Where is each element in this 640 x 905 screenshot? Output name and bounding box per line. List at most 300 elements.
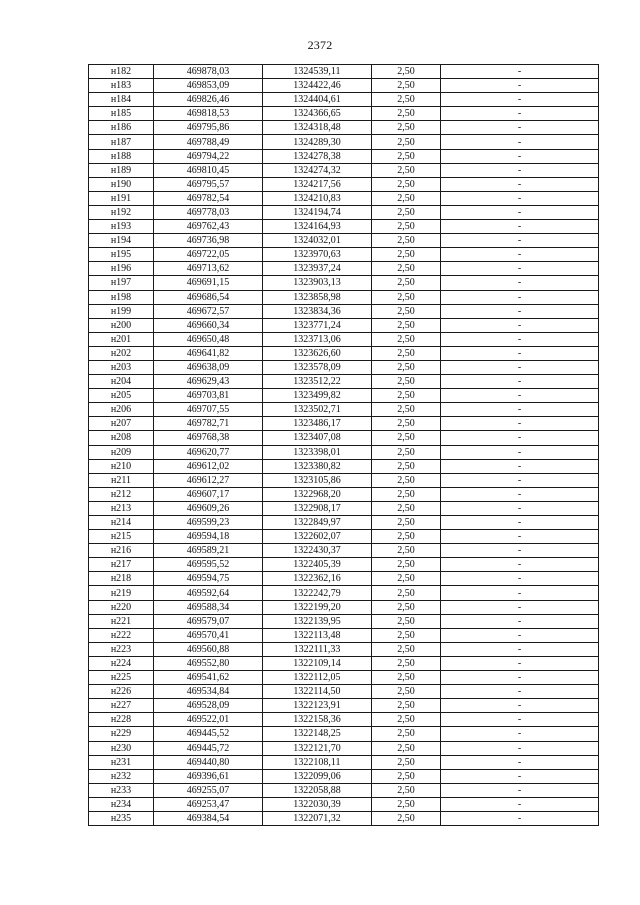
y-coordinate-cell: 1322908,17 <box>263 501 372 515</box>
point-id-cell: н208 <box>89 431 154 445</box>
table-row <box>89 656 599 670</box>
y-coordinate-cell: 1322199,20 <box>263 600 372 614</box>
table-row <box>89 713 599 727</box>
table-row <box>89 586 599 600</box>
accuracy-cell: 2,50 <box>372 530 441 544</box>
description-cell: - <box>441 642 599 656</box>
x-coordinate-cell: 469612,27 <box>154 473 263 487</box>
accuracy-cell: 2,50 <box>372 79 441 93</box>
x-coordinate-cell: 469691,15 <box>154 276 263 290</box>
table-row <box>89 304 599 318</box>
y-coordinate-cell: 1322109,14 <box>263 656 372 670</box>
y-coordinate-cell: 1324366,65 <box>263 107 372 121</box>
description-cell: - <box>441 121 599 135</box>
point-id-cell: н221 <box>89 614 154 628</box>
point-id-cell: н231 <box>89 755 154 769</box>
table-row <box>89 121 599 135</box>
x-coordinate-cell: 469722,05 <box>154 248 263 262</box>
description-cell: - <box>441 234 599 248</box>
table-row <box>89 769 599 783</box>
x-coordinate-cell: 469794,22 <box>154 149 263 163</box>
x-coordinate-cell: 469736,98 <box>154 234 263 248</box>
accuracy-cell: 2,50 <box>372 642 441 656</box>
table-row <box>89 544 599 558</box>
table-row <box>89 727 599 741</box>
accuracy-cell: 2,50 <box>372 332 441 346</box>
table-row <box>89 628 599 642</box>
y-coordinate-cell: 1324422,46 <box>263 79 372 93</box>
x-coordinate-cell: 469560,88 <box>154 642 263 656</box>
x-coordinate-cell: 469440,80 <box>154 755 263 769</box>
accuracy-cell: 2,50 <box>372 346 441 360</box>
x-coordinate-cell: 469445,72 <box>154 741 263 755</box>
y-coordinate-cell: 1323970,63 <box>263 248 372 262</box>
accuracy-cell: 2,50 <box>372 544 441 558</box>
y-coordinate-cell: 1323903,13 <box>263 276 372 290</box>
description-cell: - <box>441 290 599 304</box>
y-coordinate-cell: 1322099,06 <box>263 769 372 783</box>
point-id-cell: н209 <box>89 445 154 459</box>
x-coordinate-cell: 469594,75 <box>154 572 263 586</box>
y-coordinate-cell: 1324210,83 <box>263 191 372 205</box>
accuracy-cell: 2,50 <box>372 107 441 121</box>
accuracy-cell: 2,50 <box>372 163 441 177</box>
accuracy-cell: 2,50 <box>372 501 441 515</box>
accuracy-cell: 2,50 <box>372 403 441 417</box>
table-row <box>89 220 599 234</box>
y-coordinate-cell: 1323407,08 <box>263 431 372 445</box>
y-coordinate-cell: 1324032,01 <box>263 234 372 248</box>
description-cell: - <box>441 699 599 713</box>
table-row <box>89 797 599 811</box>
x-coordinate-cell: 469253,47 <box>154 797 263 811</box>
accuracy-cell: 2,50 <box>372 614 441 628</box>
accuracy-cell: 2,50 <box>372 135 441 149</box>
y-coordinate-cell: 1322121,70 <box>263 741 372 755</box>
description-cell: - <box>441 248 599 262</box>
description-cell: - <box>441 163 599 177</box>
accuracy-cell: 2,50 <box>372 191 441 205</box>
point-id-cell: н184 <box>89 93 154 107</box>
table-row <box>89 149 599 163</box>
x-coordinate-cell: 469778,03 <box>154 205 263 219</box>
table-row <box>89 360 599 374</box>
point-id-cell: н228 <box>89 713 154 727</box>
x-coordinate-cell: 469396,61 <box>154 769 263 783</box>
x-coordinate-cell: 469660,34 <box>154 318 263 332</box>
table-row <box>89 642 599 656</box>
y-coordinate-cell: 1322602,07 <box>263 530 372 544</box>
y-coordinate-cell: 1323578,09 <box>263 360 372 374</box>
table-row <box>89 403 599 417</box>
x-coordinate-cell: 469445,52 <box>154 727 263 741</box>
accuracy-cell: 2,50 <box>372 304 441 318</box>
accuracy-cell: 2,50 <box>372 121 441 135</box>
description-cell: - <box>441 600 599 614</box>
table-row <box>89 530 599 544</box>
accuracy-cell: 2,50 <box>372 262 441 276</box>
y-coordinate-cell: 1322113,48 <box>263 628 372 642</box>
point-id-cell: н224 <box>89 656 154 670</box>
description-cell: - <box>441 487 599 501</box>
table-row <box>89 473 599 487</box>
point-id-cell: н230 <box>89 741 154 755</box>
y-coordinate-cell: 1323771,24 <box>263 318 372 332</box>
point-id-cell: н199 <box>89 304 154 318</box>
table-row <box>89 417 599 431</box>
y-coordinate-cell: 1323834,36 <box>263 304 372 318</box>
page-number: 2372 <box>307 38 333 52</box>
description-cell: - <box>441 177 599 191</box>
accuracy-cell: 2,50 <box>372 234 441 248</box>
description-cell: - <box>441 671 599 685</box>
description-cell: - <box>441 135 599 149</box>
point-id-cell: н227 <box>89 699 154 713</box>
accuracy-cell: 2,50 <box>372 699 441 713</box>
y-coordinate-cell: 1324404,61 <box>263 93 372 107</box>
x-coordinate-cell: 469818,53 <box>154 107 263 121</box>
table-row <box>89 600 599 614</box>
description-cell: - <box>441 360 599 374</box>
point-id-cell: н195 <box>89 248 154 262</box>
description-cell: - <box>441 332 599 346</box>
table-row <box>89 487 599 501</box>
y-coordinate-cell: 1322405,39 <box>263 558 372 572</box>
accuracy-cell: 2,50 <box>372 360 441 374</box>
description-cell: - <box>441 65 599 79</box>
y-coordinate-cell: 1323858,98 <box>263 290 372 304</box>
accuracy-cell: 2,50 <box>372 318 441 332</box>
table-row <box>89 332 599 346</box>
description-cell: - <box>441 614 599 628</box>
description-cell: - <box>441 445 599 459</box>
y-coordinate-cell: 1322111,33 <box>263 642 372 656</box>
description-cell: - <box>441 811 599 825</box>
accuracy-cell: 2,50 <box>372 755 441 769</box>
accuracy-cell: 2,50 <box>372 671 441 685</box>
table-row <box>89 389 599 403</box>
table-row <box>89 783 599 797</box>
table-row <box>89 671 599 685</box>
accuracy-cell: 2,50 <box>372 769 441 783</box>
point-id-cell: н202 <box>89 346 154 360</box>
x-coordinate-cell: 469255,07 <box>154 783 263 797</box>
x-coordinate-cell: 469672,57 <box>154 304 263 318</box>
point-id-cell: н226 <box>89 685 154 699</box>
x-coordinate-cell: 469788,49 <box>154 135 263 149</box>
table-row <box>89 318 599 332</box>
point-id-cell: н235 <box>89 811 154 825</box>
x-coordinate-cell: 469641,82 <box>154 346 263 360</box>
description-cell: - <box>441 741 599 755</box>
point-id-cell: н223 <box>89 642 154 656</box>
y-coordinate-cell: 1324194,74 <box>263 205 372 219</box>
accuracy-cell: 2,50 <box>372 290 441 304</box>
table-row <box>89 276 599 290</box>
table-row <box>89 93 599 107</box>
table-row <box>89 135 599 149</box>
description-cell: - <box>441 516 599 530</box>
point-id-cell: н182 <box>89 65 154 79</box>
x-coordinate-cell: 469599,23 <box>154 516 263 530</box>
description-cell: - <box>441 501 599 515</box>
table-row <box>89 699 599 713</box>
accuracy-cell: 2,50 <box>372 656 441 670</box>
x-coordinate-cell: 469703,81 <box>154 389 263 403</box>
y-coordinate-cell: 1323937,24 <box>263 262 372 276</box>
accuracy-cell: 2,50 <box>372 713 441 727</box>
point-id-cell: н210 <box>89 459 154 473</box>
point-id-cell: н193 <box>89 220 154 234</box>
x-coordinate-cell: 469782,71 <box>154 417 263 431</box>
coordinates-table-body <box>89 65 599 826</box>
y-coordinate-cell: 1322123,91 <box>263 699 372 713</box>
description-cell: - <box>441 656 599 670</box>
y-coordinate-cell: 1322108,11 <box>263 755 372 769</box>
y-coordinate-cell: 1322430,37 <box>263 544 372 558</box>
description-cell: - <box>441 685 599 699</box>
x-coordinate-cell: 469853,09 <box>154 79 263 93</box>
table-row <box>89 65 599 79</box>
table-row <box>89 248 599 262</box>
accuracy-cell: 2,50 <box>372 558 441 572</box>
x-coordinate-cell: 469713,62 <box>154 262 263 276</box>
point-id-cell: н189 <box>89 163 154 177</box>
table-row <box>89 191 599 205</box>
x-coordinate-cell: 469595,52 <box>154 558 263 572</box>
accuracy-cell: 2,50 <box>372 248 441 262</box>
point-id-cell: н207 <box>89 417 154 431</box>
table-row <box>89 375 599 389</box>
description-cell: - <box>441 473 599 487</box>
y-coordinate-cell: 1322158,36 <box>263 713 372 727</box>
x-coordinate-cell: 469384,54 <box>154 811 263 825</box>
y-coordinate-cell: 1324289,30 <box>263 135 372 149</box>
y-coordinate-cell: 1322030,39 <box>263 797 372 811</box>
description-cell: - <box>441 544 599 558</box>
point-id-cell: н219 <box>89 586 154 600</box>
description-cell: - <box>441 276 599 290</box>
table-row <box>89 431 599 445</box>
table-row <box>89 459 599 473</box>
x-coordinate-cell: 469686,54 <box>154 290 263 304</box>
description-cell: - <box>441 628 599 642</box>
point-id-cell: н185 <box>89 107 154 121</box>
x-coordinate-cell: 469826,46 <box>154 93 263 107</box>
point-id-cell: н233 <box>89 783 154 797</box>
point-id-cell: н215 <box>89 530 154 544</box>
point-id-cell: н214 <box>89 516 154 530</box>
table-row <box>89 177 599 191</box>
y-coordinate-cell: 1323512,22 <box>263 375 372 389</box>
description-cell: - <box>441 459 599 473</box>
x-coordinate-cell: 469541,62 <box>154 671 263 685</box>
accuracy-cell: 2,50 <box>372 65 441 79</box>
x-coordinate-cell: 469570,41 <box>154 628 263 642</box>
description-cell: - <box>441 149 599 163</box>
accuracy-cell: 2,50 <box>372 445 441 459</box>
point-id-cell: н194 <box>89 234 154 248</box>
x-coordinate-cell: 469768,38 <box>154 431 263 445</box>
x-coordinate-cell: 469810,45 <box>154 163 263 177</box>
accuracy-cell: 2,50 <box>372 783 441 797</box>
table-row <box>89 445 599 459</box>
y-coordinate-cell: 1323626,60 <box>263 346 372 360</box>
y-coordinate-cell: 1322058,88 <box>263 783 372 797</box>
description-cell: - <box>441 191 599 205</box>
table-row <box>89 163 599 177</box>
table-row <box>89 572 599 586</box>
point-id-cell: н216 <box>89 544 154 558</box>
point-id-cell: н203 <box>89 360 154 374</box>
table-row <box>89 205 599 219</box>
x-coordinate-cell: 469782,54 <box>154 191 263 205</box>
accuracy-cell: 2,50 <box>372 727 441 741</box>
table-row <box>89 262 599 276</box>
description-cell: - <box>441 769 599 783</box>
accuracy-cell: 2,50 <box>372 177 441 191</box>
description-cell: - <box>441 530 599 544</box>
accuracy-cell: 2,50 <box>372 473 441 487</box>
y-coordinate-cell: 1323713,06 <box>263 332 372 346</box>
x-coordinate-cell: 469620,77 <box>154 445 263 459</box>
y-coordinate-cell: 1322114,50 <box>263 685 372 699</box>
x-coordinate-cell: 469594,18 <box>154 530 263 544</box>
y-coordinate-cell: 1323398,01 <box>263 445 372 459</box>
table-row <box>89 107 599 121</box>
point-id-cell: н212 <box>89 487 154 501</box>
description-cell: - <box>441 755 599 769</box>
y-coordinate-cell: 1322362,16 <box>263 572 372 586</box>
description-cell: - <box>441 431 599 445</box>
x-coordinate-cell: 469762,43 <box>154 220 263 234</box>
y-coordinate-cell: 1322968,20 <box>263 487 372 501</box>
y-coordinate-cell: 1322849,97 <box>263 516 372 530</box>
point-id-cell: н192 <box>89 205 154 219</box>
table-row <box>89 755 599 769</box>
x-coordinate-cell: 469795,57 <box>154 177 263 191</box>
accuracy-cell: 2,50 <box>372 797 441 811</box>
y-coordinate-cell: 1324164,93 <box>263 220 372 234</box>
x-coordinate-cell: 469795,86 <box>154 121 263 135</box>
y-coordinate-cell: 1324274,32 <box>263 163 372 177</box>
table-row <box>89 516 599 530</box>
x-coordinate-cell: 469552,80 <box>154 656 263 670</box>
description-cell: - <box>441 262 599 276</box>
description-cell: - <box>441 797 599 811</box>
accuracy-cell: 2,50 <box>372 628 441 642</box>
y-coordinate-cell: 1323380,82 <box>263 459 372 473</box>
y-coordinate-cell: 1322112,05 <box>263 671 372 685</box>
table-row <box>89 346 599 360</box>
accuracy-cell: 2,50 <box>372 276 441 290</box>
accuracy-cell: 2,50 <box>372 205 441 219</box>
description-cell: - <box>441 586 599 600</box>
y-coordinate-cell: 1324217,56 <box>263 177 372 191</box>
description-cell: - <box>441 572 599 586</box>
table-row <box>89 79 599 93</box>
x-coordinate-cell: 469534,84 <box>154 685 263 699</box>
coordinates-table <box>88 64 599 826</box>
point-id-cell: н197 <box>89 276 154 290</box>
description-cell: - <box>441 403 599 417</box>
point-id-cell: н198 <box>89 290 154 304</box>
description-cell: - <box>441 318 599 332</box>
point-id-cell: н205 <box>89 389 154 403</box>
y-coordinate-cell: 1323105,86 <box>263 473 372 487</box>
description-cell: - <box>441 346 599 360</box>
y-coordinate-cell: 1324318,48 <box>263 121 372 135</box>
accuracy-cell: 2,50 <box>372 741 441 755</box>
table-row <box>89 234 599 248</box>
description-cell: - <box>441 727 599 741</box>
accuracy-cell: 2,50 <box>372 811 441 825</box>
description-cell: - <box>441 713 599 727</box>
x-coordinate-cell: 469878,03 <box>154 65 263 79</box>
point-id-cell: н222 <box>89 628 154 642</box>
table-row <box>89 501 599 515</box>
table-row <box>89 811 599 825</box>
description-cell: - <box>441 79 599 93</box>
point-id-cell: н200 <box>89 318 154 332</box>
accuracy-cell: 2,50 <box>372 389 441 403</box>
y-coordinate-cell: 1322242,79 <box>263 586 372 600</box>
y-coordinate-cell: 1323499,82 <box>263 389 372 403</box>
x-coordinate-cell: 469528,09 <box>154 699 263 713</box>
point-id-cell: н191 <box>89 191 154 205</box>
x-coordinate-cell: 469650,48 <box>154 332 263 346</box>
x-coordinate-cell: 469638,09 <box>154 360 263 374</box>
y-coordinate-cell: 1322148,25 <box>263 727 372 741</box>
x-coordinate-cell: 469589,21 <box>154 544 263 558</box>
x-coordinate-cell: 469522,01 <box>154 713 263 727</box>
table-row <box>89 614 599 628</box>
description-cell: - <box>441 304 599 318</box>
point-id-cell: н201 <box>89 332 154 346</box>
accuracy-cell: 2,50 <box>372 685 441 699</box>
accuracy-cell: 2,50 <box>372 375 441 389</box>
accuracy-cell: 2,50 <box>372 600 441 614</box>
accuracy-cell: 2,50 <box>372 572 441 586</box>
x-coordinate-cell: 469588,34 <box>154 600 263 614</box>
point-id-cell: н234 <box>89 797 154 811</box>
description-cell: - <box>441 375 599 389</box>
accuracy-cell: 2,50 <box>372 459 441 473</box>
y-coordinate-cell: 1322139,95 <box>263 614 372 628</box>
accuracy-cell: 2,50 <box>372 149 441 163</box>
accuracy-cell: 2,50 <box>372 516 441 530</box>
description-cell: - <box>441 783 599 797</box>
table-row <box>89 741 599 755</box>
y-coordinate-cell: 1324278,38 <box>263 149 372 163</box>
point-id-cell: н186 <box>89 121 154 135</box>
description-cell: - <box>441 220 599 234</box>
table-row <box>89 685 599 699</box>
description-cell: - <box>441 93 599 107</box>
point-id-cell: н206 <box>89 403 154 417</box>
accuracy-cell: 2,50 <box>372 220 441 234</box>
point-id-cell: н188 <box>89 149 154 163</box>
x-coordinate-cell: 469612,02 <box>154 459 263 473</box>
x-coordinate-cell: 469579,07 <box>154 614 263 628</box>
y-coordinate-cell: 1323486,17 <box>263 417 372 431</box>
point-id-cell: н213 <box>89 501 154 515</box>
description-cell: - <box>441 417 599 431</box>
y-coordinate-cell: 1322071,32 <box>263 811 372 825</box>
point-id-cell: н190 <box>89 177 154 191</box>
x-coordinate-cell: 469609,26 <box>154 501 263 515</box>
accuracy-cell: 2,50 <box>372 417 441 431</box>
